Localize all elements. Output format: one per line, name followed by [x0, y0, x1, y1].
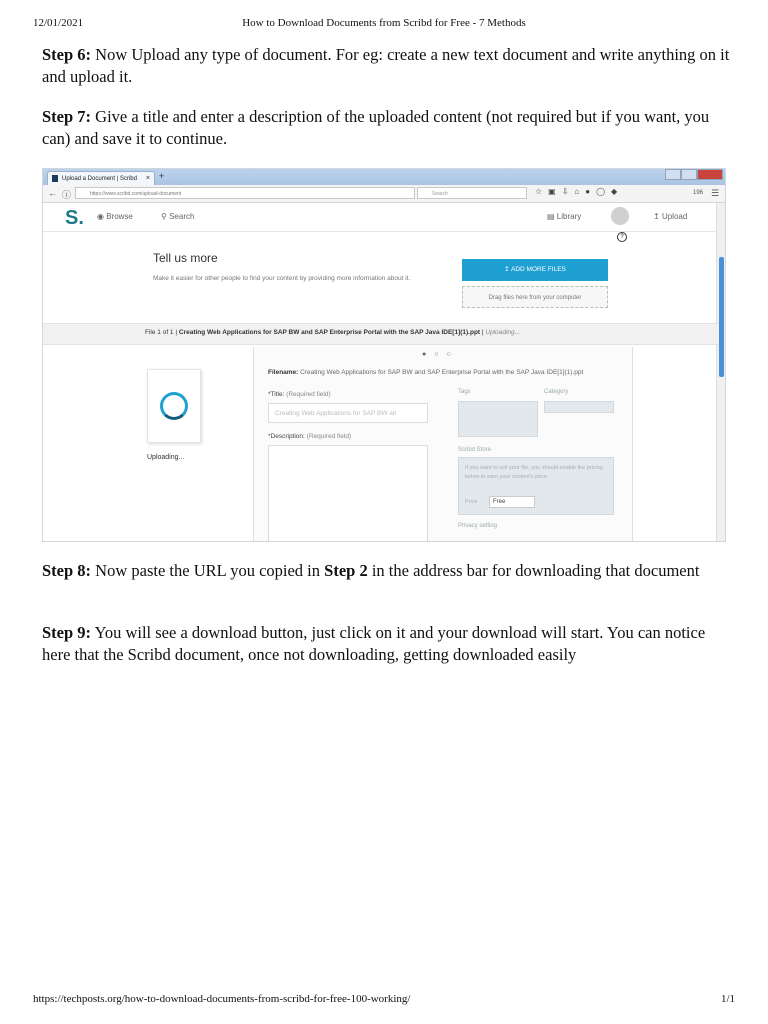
- search-label: Search: [169, 212, 195, 221]
- step-6: [42, 44, 732, 88]
- scribd-store-box: [458, 457, 614, 515]
- add-more-files-button[interactable]: ↥ ADD MORE FILES: [462, 259, 608, 281]
- window-controls: [665, 169, 723, 180]
- tags-input[interactable]: [458, 401, 538, 437]
- scribd-logo[interactable]: S.: [65, 207, 84, 229]
- file-status-text: File 1 of 1 | Creating Web Applications for SAP BW and SAP Enterprise Portal with the SAP Java IDE[1](1).ppt | Uploading...: [145, 329, 521, 336]
- library-link[interactable]: ▤ Library: [547, 212, 582, 221]
- file-status-bar: [43, 323, 719, 345]
- zoom-level: 196: [693, 190, 704, 196]
- filename-value: Creating Web Applications for SAP BW and SAP Enterprise Portal with the SAP Java IDE[1](1).ppt: [300, 369, 584, 376]
- price-label: Price: [465, 499, 478, 505]
- scribd-favicon-icon: [52, 175, 58, 182]
- scribd-store-label: Scribd Store: [458, 447, 492, 453]
- upload-link[interactable]: ↥ Upload: [653, 212, 688, 221]
- back-arrow-icon[interactable]: ←: [48, 188, 57, 198]
- step-6-label: Step 6:: [42, 45, 92, 64]
- uploading-label: Uploading...: [147, 454, 185, 461]
- step-7-label: Step 7:: [42, 107, 92, 126]
- file-name: Creating Web Applications for SAP BW and SAP Enterprise Portal with the SAP Java IDE[1](1).ppt: [178, 329, 481, 336]
- browse-label: Browse: [106, 212, 133, 221]
- browser-nav-bar: [43, 185, 725, 203]
- avatar[interactable]: [611, 207, 629, 225]
- step-9-label: Step 9:: [42, 623, 92, 642]
- scribd-upload-screenshot: [42, 168, 726, 542]
- file-upload-status: Uploading...: [485, 329, 521, 336]
- print-date: 12/01/2021: [33, 17, 84, 29]
- price-select[interactable]: [489, 496, 535, 508]
- browser-tab-bar: [43, 169, 725, 185]
- upload-label: Upload: [661, 212, 688, 221]
- step-9: [42, 622, 732, 666]
- browser-tab[interactable]: [47, 171, 155, 185]
- step-8-reference: Step 2: [324, 561, 368, 580]
- step-7-text: Give a title and enter a description of the uploaded content (not required but if you want, you can) and save it to continue.: [42, 107, 710, 148]
- step-9-text: You will see a download button, just click on it and your download will start. You can notice here that the Scribd document, once not downloading, getting downloaded easily: [42, 623, 706, 664]
- category-select[interactable]: [544, 401, 614, 413]
- title-field-label: *Title: (Required field): [268, 391, 331, 398]
- library-label: Library: [556, 212, 582, 221]
- upload-spinner-icon: [160, 392, 188, 420]
- category-label: Category: [544, 389, 569, 395]
- page-number: 1/1: [720, 993, 735, 1005]
- window-close-icon[interactable]: [697, 169, 723, 180]
- description-field-label: *Description: (Required field): [268, 433, 352, 440]
- document-details-panel: [253, 347, 633, 542]
- info-icon[interactable]: ⓘ: [62, 190, 72, 200]
- price-value: Free: [493, 499, 506, 505]
- privacy-setting-label: Privacy setting: [458, 523, 498, 529]
- new-tab-icon[interactable]: +: [159, 171, 165, 181]
- help-icon[interactable]: ?: [617, 232, 627, 242]
- minimize-icon[interactable]: [665, 169, 681, 180]
- footer-url[interactable]: https://techposts.org/how-to-download-documents-from-scribd-for-free-100-working/: [33, 993, 411, 1005]
- title-input[interactable]: [268, 403, 428, 423]
- tell-us-more-heading: Tell us more: [153, 251, 218, 265]
- step-8-text-before: Now paste the URL you copied in: [95, 561, 321, 580]
- filename-row: [268, 369, 583, 376]
- step-8: [42, 560, 732, 582]
- address-bar[interactable]: https://www.scribd.com/upload-document: [75, 187, 415, 199]
- search-link[interactable]: ⚲ Search: [161, 212, 195, 221]
- add-more-files-label: ADD MORE FILES: [511, 266, 566, 273]
- title-input-value: Creating Web Applications for SAP BW an: [275, 410, 397, 417]
- menu-icon[interactable]: ☰: [711, 188, 720, 198]
- tab-title: Upload a Document | Scribd: [62, 176, 137, 182]
- tell-us-more-description: Make it easier for other people to find your content by providing more information about it.: [153, 275, 411, 282]
- filename-label: Filename:: [268, 369, 299, 376]
- maximize-icon[interactable]: [681, 169, 697, 180]
- description-textarea[interactable]: [268, 445, 428, 542]
- document-thumbnail: [147, 369, 201, 443]
- file-drop-zone[interactable]: Drag files here from your computer: [462, 286, 608, 308]
- step-6-text: Now Upload any type of document. For eg: create a new text document and write anything on it and upload it.: [42, 45, 730, 86]
- file-counter: File 1 of 1: [145, 329, 174, 336]
- store-description: If you want to sell your file, you should enable the pricing below to earn your content's price: [465, 465, 603, 480]
- pagination-dots[interactable]: ●○○: [422, 351, 459, 358]
- browser-search-box[interactable]: Search: [417, 187, 527, 199]
- tab-close-icon[interactable]: ×: [145, 175, 150, 182]
- page-title: How to Download Documents from Scribd for Free - 7 Methods: [242, 17, 526, 29]
- step-7: [42, 106, 732, 150]
- step-8-label: Step 8:: [42, 561, 92, 580]
- step-8-text-after: in the address bar for downloading that document: [371, 561, 700, 580]
- scribd-app-bar: [43, 203, 719, 232]
- tags-label: Tags: [458, 389, 471, 395]
- scrollbar-thumb[interactable]: [719, 257, 724, 377]
- toolbar-icons[interactable]: ☆▣⇩⌂●◯◆: [535, 187, 624, 196]
- browse-link[interactable]: ◉ Browse: [97, 212, 133, 221]
